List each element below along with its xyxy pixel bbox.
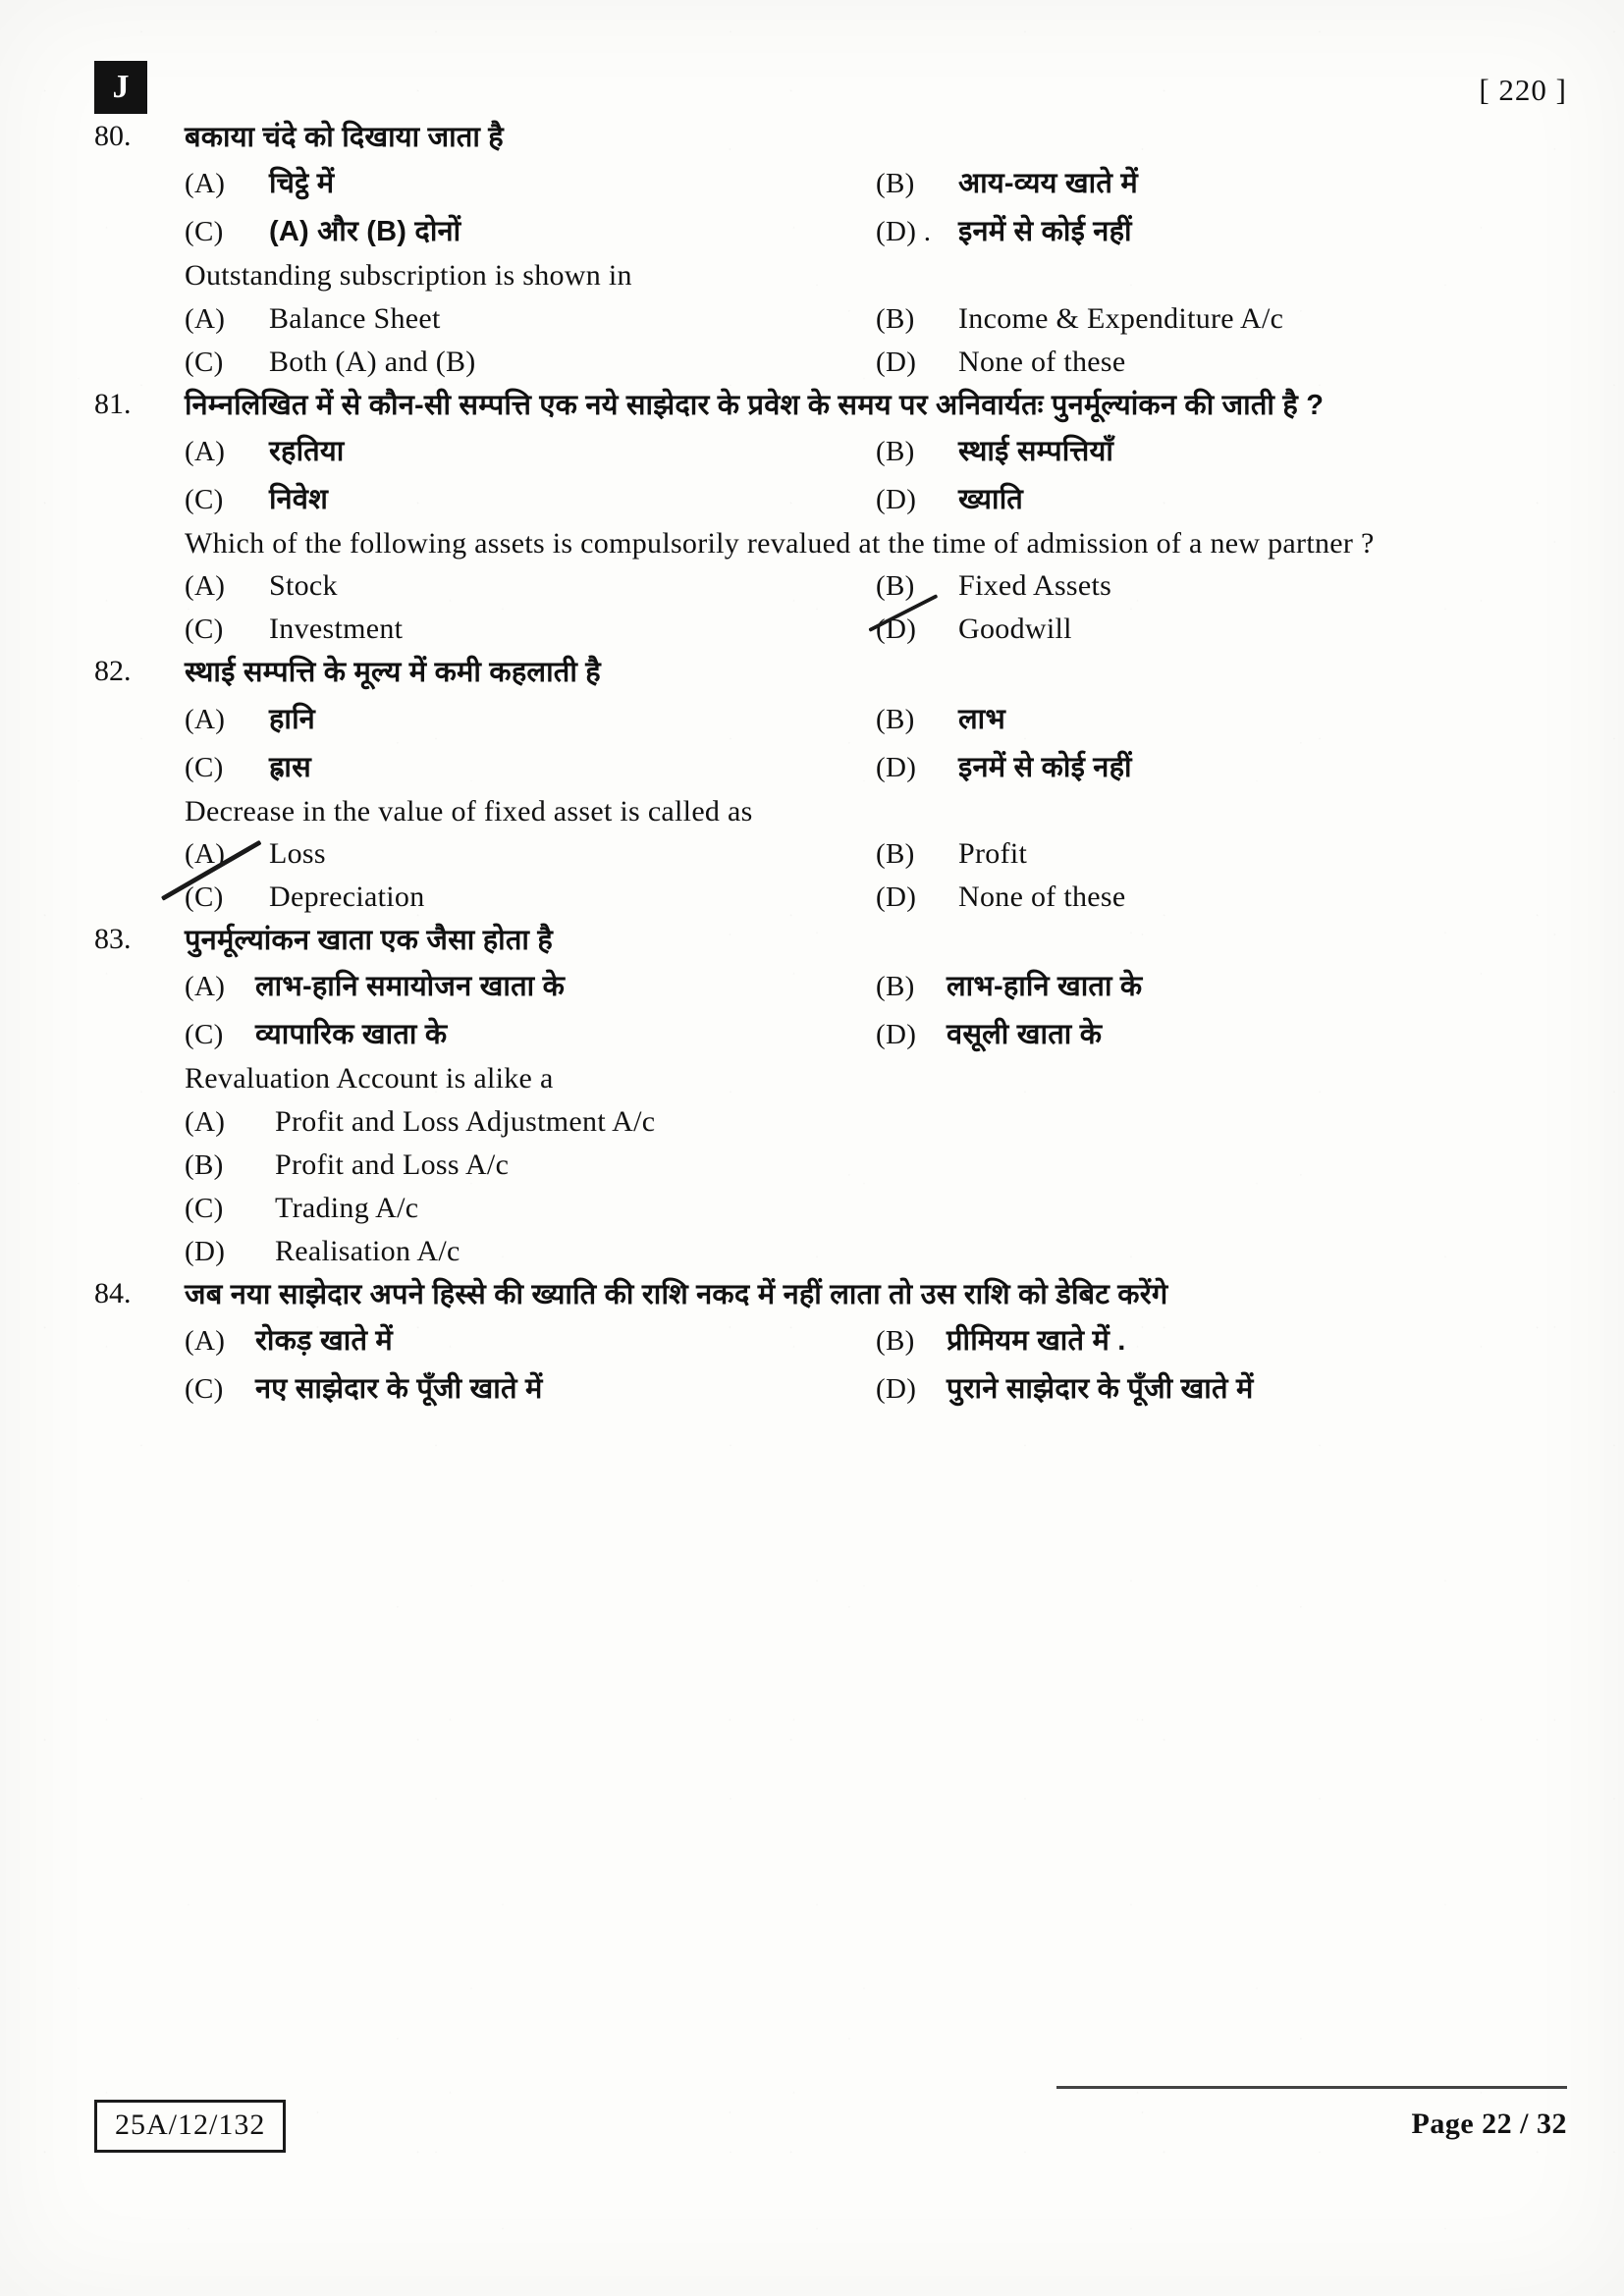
option-label: (B) — [876, 168, 915, 200]
option-text: Profit and Loss Adjustment A/c — [275, 1104, 656, 1138]
option-text: Fixed Assets — [958, 569, 1112, 603]
option-text: लाभ-हानि खाता के — [947, 971, 1143, 1003]
option-label: (C) — [185, 614, 224, 646]
option-row[interactable] — [185, 1363, 876, 1412]
question-84-number: 84. — [94, 1276, 132, 1309]
question-80-number: 80. — [94, 120, 132, 152]
question-84-hindi-stem: जब नया साझेदार अपने हिस्से की ख्याति की राशि नकद में नहीं लाता तो उस राशि को डेबिट करेंगे — [185, 1278, 1168, 1310]
option-text: Depreciation — [269, 881, 425, 914]
option-label: (D) — [876, 751, 917, 783]
option-text: इनमें से कोई नहीं — [958, 216, 1132, 248]
option-text: पुराने साझेदार के पूँजी खाते में — [947, 1372, 1254, 1405]
question-82-number: 82. — [94, 655, 132, 688]
question-82-hindi-stem-row — [94, 653, 1567, 693]
option-text: वसूली खाता के — [947, 1019, 1103, 1051]
option-row[interactable] — [876, 1009, 1567, 1057]
option-row[interactable] — [185, 1230, 1567, 1273]
option-label: (C) — [185, 881, 269, 914]
option-label: (D) — [876, 483, 917, 515]
question-82-hindi-options — [185, 694, 1567, 790]
question-80-hindi-stem-row — [94, 118, 1567, 158]
option-label: (C) — [185, 1372, 224, 1405]
option-text: निवेश — [269, 483, 329, 515]
option-label: (A) — [185, 570, 226, 603]
option-text: Balance Sheet — [269, 301, 441, 335]
option-text: आय-व्यय खाते में — [958, 168, 1138, 200]
option-label: (D) — [876, 346, 917, 378]
question-84 — [94, 1275, 1567, 1412]
question-81-hindi-stem-row — [94, 386, 1567, 426]
option-row[interactable] — [185, 297, 876, 341]
option-row[interactable] — [185, 961, 876, 1009]
question-81-hindi-stem: निम्नलिखित में से कौन-सी सम्पत्ति एक नये साझेदार के प्रवेश के समय पर अनिवार्यतः पुनर्मूल्यांकन की जाती है ? — [185, 389, 1325, 421]
option-text: स्थाई सम्पत्तियाँ — [958, 435, 1114, 467]
option-label: (C) — [185, 1019, 224, 1051]
option-row[interactable] — [185, 608, 876, 651]
option-label: (A) — [185, 435, 226, 467]
option-row[interactable] — [185, 564, 876, 608]
question-80-english-options — [185, 297, 1567, 384]
option-text: Goodwill — [958, 613, 1072, 646]
option-label: (D) — [876, 614, 958, 646]
option-label: (B) — [876, 838, 915, 871]
paper-code: 25A/12/132 — [94, 2100, 286, 2153]
option-row[interactable] — [185, 1100, 1567, 1144]
option-label: (D) . — [876, 216, 932, 248]
question-83-english-options — [185, 1100, 1567, 1273]
option-label: (D) — [876, 881, 917, 914]
option-row[interactable] — [876, 297, 1567, 341]
option-text: चिट्ठे में — [269, 168, 335, 200]
option-label: (C) — [185, 751, 224, 783]
option-row[interactable] — [185, 158, 876, 206]
option-label: (D) — [876, 1019, 917, 1051]
option-row[interactable] — [185, 1144, 1567, 1187]
option-text: Profit — [958, 837, 1028, 871]
question-83-hindi-stem: पुनर्मूल्यांकन खाता एक जैसा होता है — [185, 925, 553, 957]
question-booklet-series-mark: J — [94, 61, 147, 114]
question-80-english-stem: Outstanding subscription is shown in — [185, 259, 632, 293]
option-label: (A) — [185, 168, 226, 200]
option-row[interactable] — [185, 1315, 876, 1363]
question-81-number: 81. — [94, 387, 132, 420]
option-row[interactable] — [876, 1363, 1567, 1412]
option-text: रहतिया — [269, 435, 345, 467]
question-list — [94, 118, 1567, 1414]
option-row[interactable] — [876, 341, 1567, 384]
option-text: None of these — [958, 345, 1126, 378]
option-text: हानि — [269, 703, 315, 735]
page-number: Page 22 / 32 — [1411, 2108, 1567, 2140]
option-label: (B) — [876, 570, 915, 603]
question-82-english-options — [185, 832, 1567, 919]
option-label: (A) — [185, 302, 226, 335]
question-82-english-stem: Decrease in the value of fixed asset is called as — [185, 794, 753, 828]
option-text: Investment — [269, 613, 404, 646]
option-row[interactable] — [876, 206, 1567, 254]
option-text: लाभ-हानि समायोजन खाता के — [255, 971, 566, 1003]
option-text: व्यापारिक खाता के — [255, 1019, 448, 1051]
question-84-hindi-options — [185, 1315, 1567, 1412]
option-row[interactable] — [876, 426, 1567, 474]
option-row[interactable] — [876, 474, 1567, 522]
option-row[interactable] — [185, 742, 876, 790]
question-83-number: 83. — [94, 923, 132, 956]
option-row[interactable] — [876, 961, 1567, 1009]
option-text: Loss — [269, 837, 326, 871]
option-row-marked[interactable] — [876, 608, 1567, 651]
option-text: ह्रास — [269, 751, 311, 783]
option-text: Stock — [269, 569, 338, 603]
option-row[interactable] — [185, 341, 876, 384]
option-label: (B) — [876, 971, 915, 1003]
option-row[interactable] — [876, 158, 1567, 206]
footer-rule — [1056, 2086, 1567, 2089]
option-text: इनमें से कोई नहीं — [958, 751, 1132, 783]
option-row[interactable] — [876, 876, 1567, 919]
question-80 — [94, 118, 1567, 384]
question-81-hindi-options — [185, 426, 1567, 522]
option-label: (A) — [185, 703, 226, 735]
option-row[interactable] — [185, 474, 876, 522]
option-row[interactable] — [185, 1009, 876, 1057]
option-label: (A) — [185, 971, 226, 1003]
option-label: (B) — [185, 1148, 224, 1181]
option-label: (C) — [185, 1192, 224, 1224]
option-text: Income & Expenditure A/c — [958, 301, 1284, 335]
option-label: (A) — [185, 1324, 226, 1357]
option-label: (C) — [185, 483, 224, 515]
option-row[interactable] — [876, 832, 1567, 876]
option-row[interactable] — [185, 694, 876, 742]
option-label: (C) — [185, 216, 224, 248]
option-text: Realisation A/c — [275, 1234, 460, 1267]
option-row[interactable] — [876, 742, 1567, 790]
option-text: नए साझेदार के पूँजी खाते में — [255, 1372, 543, 1405]
option-row-marked[interactable] — [185, 876, 876, 919]
question-83 — [94, 921, 1567, 1273]
option-label: (B) — [876, 302, 915, 335]
option-row[interactable] — [185, 1187, 1567, 1230]
option-text: Trading A/c — [275, 1191, 419, 1224]
question-84-hindi-stem-row — [94, 1275, 1567, 1315]
option-row[interactable] — [185, 832, 876, 876]
option-label: (C) — [185, 346, 224, 378]
option-label: (B) — [876, 703, 915, 735]
option-label: (B) — [876, 435, 915, 467]
option-label: (D) — [876, 1372, 917, 1405]
question-81-english-options — [185, 564, 1567, 651]
option-text: None of these — [958, 881, 1126, 914]
question-80-hindi-stem: बकाया चंदे को दिखाया जाता है — [185, 122, 504, 153]
option-label: (D) — [185, 1235, 226, 1267]
page-footer — [94, 2100, 1567, 2168]
question-83-hindi-options — [185, 961, 1567, 1057]
option-row[interactable] — [876, 564, 1567, 608]
option-row[interactable] — [876, 1315, 1567, 1363]
option-text: लाभ — [958, 703, 1005, 735]
question-81-english-stem: Which of the following assets is compulsorily revalued at the time of admission of a new partner ? — [185, 526, 1375, 560]
option-text: Both (A) and (B) — [269, 345, 476, 378]
option-text: Profit and Loss A/c — [275, 1148, 510, 1181]
option-text: (A) और (B) दोनों — [269, 216, 461, 248]
question-83-hindi-stem-row — [94, 921, 1567, 961]
option-row[interactable] — [185, 426, 876, 474]
option-text: प्रीमियम खाते में . — [947, 1324, 1126, 1357]
option-text: ख्याति — [958, 483, 1023, 515]
option-text: रोकड़ खाते में — [255, 1324, 393, 1357]
question-82-hindi-stem: स्थाई सम्पत्ति के मूल्य में कमी कहलाती है — [185, 657, 601, 689]
option-row[interactable] — [876, 694, 1567, 742]
question-80-hindi-options — [185, 158, 1567, 254]
option-label: (B) — [876, 1324, 915, 1357]
option-label: (A) — [185, 1105, 226, 1138]
question-81 — [94, 386, 1567, 652]
question-83-english-stem: Revaluation Account is alike a — [185, 1062, 554, 1095]
option-label: (A) — [185, 838, 226, 871]
question-82 — [94, 653, 1567, 919]
option-row[interactable] — [185, 206, 876, 254]
paper-reference-number: [ 220 ] — [1479, 73, 1567, 107]
